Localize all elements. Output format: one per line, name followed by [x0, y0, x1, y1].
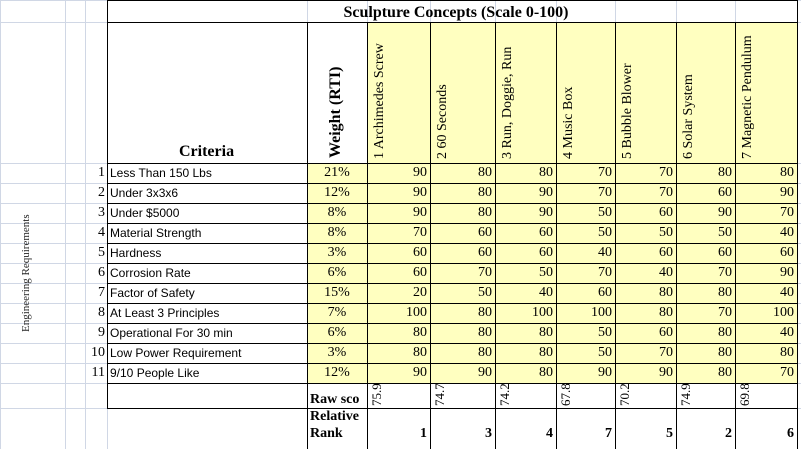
- score-cell: 100: [406, 305, 427, 320]
- rank-value: 5: [666, 426, 673, 441]
- score-cell: 70: [718, 305, 732, 320]
- criterion-label: Hardness: [110, 246, 162, 260]
- score-cell: 80: [539, 325, 553, 340]
- relative-label: Relative: [310, 409, 359, 424]
- row-number: 10: [91, 345, 105, 360]
- concept-header: 1 Archimedes Screw: [372, 43, 387, 159]
- row-number: 11: [91, 365, 105, 380]
- score-cell: 60: [659, 205, 673, 220]
- rank-value: 1: [420, 426, 427, 441]
- score-cell: 20: [413, 285, 427, 300]
- score-cell: 80: [413, 345, 427, 360]
- weight-value: 7%: [327, 305, 347, 320]
- score-cell: 90: [413, 365, 427, 380]
- score-cell: 70: [598, 265, 612, 280]
- score-cell: 40: [780, 225, 794, 240]
- score-cell: 80: [539, 365, 553, 380]
- score-cell: 60: [718, 185, 732, 200]
- rank-value: 6: [787, 426, 794, 441]
- criterion-label: Material Strength: [110, 226, 202, 240]
- score-cell: 80: [780, 345, 794, 360]
- rank-value: 3: [485, 426, 492, 441]
- score-cell: 90: [413, 185, 427, 200]
- score-cell: 100: [773, 305, 794, 320]
- criterion-label: Corrosion Rate: [110, 266, 191, 280]
- row-number: 1: [98, 165, 105, 180]
- score-cell: 70: [598, 165, 612, 180]
- weight-value: 21%: [324, 165, 350, 180]
- score-cell: 70: [780, 205, 794, 220]
- score-cell: 50: [478, 285, 492, 300]
- rank-label: Rank: [310, 426, 343, 441]
- score-cell: 70: [659, 165, 673, 180]
- score-cell: 60: [539, 245, 553, 260]
- sheet-title: Sculpture Concepts (Scale 0-100): [343, 4, 569, 21]
- criterion-label: Operational For 30 min: [110, 326, 233, 340]
- score-cell: 70: [413, 225, 427, 240]
- raw-score-value: 74.9: [678, 383, 693, 406]
- row-number: 4: [98, 225, 105, 240]
- score-cell: 80: [659, 285, 673, 300]
- score-cell: 60: [478, 225, 492, 240]
- concept-header: 6 Solar System: [681, 74, 696, 159]
- weight-value: 12%: [324, 365, 350, 380]
- score-cell: 70: [659, 345, 673, 360]
- score-cell: 50: [598, 205, 612, 220]
- row-number: 5: [98, 245, 105, 260]
- score-cell: 70: [659, 185, 673, 200]
- rank-value: 2: [725, 426, 732, 441]
- score-cell: 40: [780, 325, 794, 340]
- score-cell: 100: [532, 305, 553, 320]
- row-number: 6: [98, 265, 105, 280]
- row-number: 9: [98, 325, 105, 340]
- weight-value: 15%: [324, 285, 350, 300]
- concept-header: 4 Music Box: [561, 86, 576, 159]
- score-cell: 50: [598, 225, 612, 240]
- score-cell: 60: [659, 325, 673, 340]
- weight-value: 6%: [327, 325, 347, 340]
- weight-value: 12%: [324, 185, 350, 200]
- score-cell: 60: [413, 265, 427, 280]
- score-cell: 70: [780, 365, 794, 380]
- score-cell: 90: [659, 365, 673, 380]
- score-cell: 80: [539, 165, 553, 180]
- score-cell: 50: [659, 225, 673, 240]
- weight-value: 6%: [327, 265, 347, 280]
- criterion-label: Low Power Requirement: [110, 346, 242, 360]
- score-cell: 80: [659, 305, 673, 320]
- concept-header: 2 60 Seconds: [435, 84, 450, 159]
- score-cell: 90: [780, 185, 794, 200]
- row-number: 2: [98, 185, 105, 200]
- score-cell: 80: [718, 365, 732, 380]
- raw-score-label: Raw sco: [310, 392, 360, 407]
- concept-header: 3 Run, Doggie, Run: [500, 46, 515, 159]
- score-cell: 50: [539, 265, 553, 280]
- score-cell: 80: [718, 325, 732, 340]
- concept-header: 5 Bubble Blower: [620, 63, 635, 159]
- score-cell: 80: [478, 165, 492, 180]
- score-cell: 50: [598, 325, 612, 340]
- criterion-label: At Least 3 Principles: [110, 306, 220, 320]
- score-cell: 80: [780, 165, 794, 180]
- score-cell: 80: [539, 345, 553, 360]
- weight-header: Weight (RTI): [327, 66, 344, 158]
- weight-value: 3%: [327, 345, 347, 360]
- score-cell: 80: [718, 285, 732, 300]
- score-cell: 50: [718, 225, 732, 240]
- score-cell: 60: [659, 245, 673, 260]
- rank-value: 4: [546, 426, 553, 441]
- score-cell: 90: [539, 205, 553, 220]
- score-cell: 90: [478, 365, 492, 380]
- score-cell: 90: [413, 165, 427, 180]
- raw-score-value: 70.2: [617, 383, 632, 406]
- score-cell: 60: [780, 245, 794, 260]
- rank-value: 7: [605, 426, 612, 441]
- score-cell: 90: [539, 185, 553, 200]
- criterion-label: Under 3x3x6: [110, 186, 179, 200]
- concept-header: 7 Magnetic Pendulum: [740, 35, 755, 159]
- score-cell: 40: [539, 285, 553, 300]
- score-cell: 50: [598, 345, 612, 360]
- score-cell: 80: [478, 185, 492, 200]
- score-cell: 90: [598, 365, 612, 380]
- score-cell: 90: [718, 205, 732, 220]
- criteria-header: Criteria: [179, 143, 235, 160]
- score-cell: 40: [659, 265, 673, 280]
- score-cell: 80: [413, 325, 427, 340]
- score-cell: 60: [718, 245, 732, 260]
- row-number: 3: [98, 205, 105, 220]
- weight-value: 3%: [327, 245, 347, 260]
- score-cell: 80: [718, 165, 732, 180]
- raw-score-value: 69.8: [737, 383, 752, 406]
- row-number: 7: [98, 285, 105, 300]
- criterion-label: Under $5000: [110, 206, 180, 220]
- score-cell: 80: [478, 345, 492, 360]
- side-label: Engineering Requirements: [20, 214, 32, 332]
- criterion-label: Factor of Safety: [110, 286, 195, 300]
- raw-score-value: 74.7: [432, 383, 447, 406]
- criterion-label: Less Than 150 Lbs: [110, 166, 212, 180]
- score-cell: 60: [478, 245, 492, 260]
- criterion-label: 9/10 People Like: [110, 366, 200, 380]
- score-cell: 40: [780, 285, 794, 300]
- score-cell: 70: [718, 265, 732, 280]
- score-cell: 60: [413, 245, 427, 260]
- weight-value: 8%: [327, 225, 347, 240]
- score-cell: 80: [478, 325, 492, 340]
- score-cell: 100: [591, 305, 612, 320]
- score-cell: 80: [478, 205, 492, 220]
- score-cell: 70: [598, 185, 612, 200]
- raw-score-value: 67.8: [558, 383, 573, 406]
- score-cell: 40: [598, 245, 612, 260]
- score-cell: 80: [718, 345, 732, 360]
- weight-value: 8%: [327, 205, 347, 220]
- score-cell: 60: [598, 285, 612, 300]
- row-number: 8: [98, 305, 105, 320]
- raw-score-value: 75.9: [369, 383, 384, 406]
- score-cell: 60: [539, 225, 553, 240]
- score-cell: 70: [478, 265, 492, 280]
- raw-score-value: 74.2: [497, 383, 512, 406]
- score-cell: 90: [413, 205, 427, 220]
- score-cell: 90: [780, 265, 794, 280]
- score-cell: 80: [478, 305, 492, 320]
